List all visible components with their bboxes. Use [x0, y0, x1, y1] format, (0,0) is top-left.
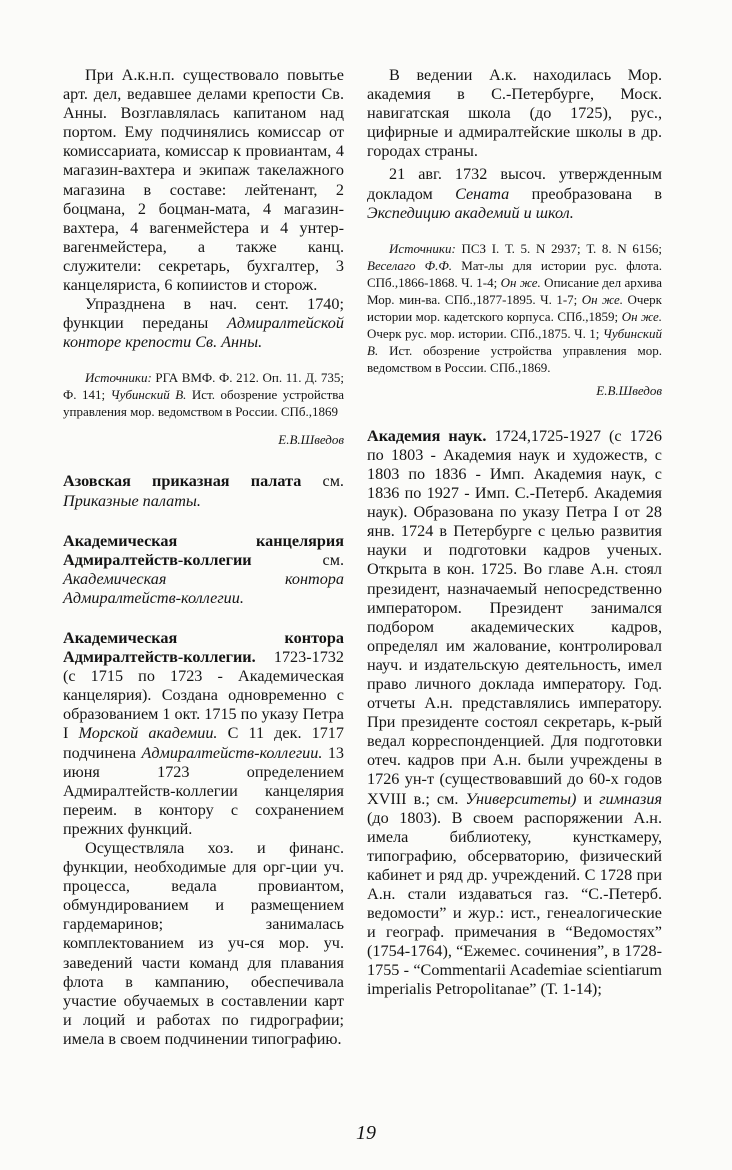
paragraph-abolished: Упразднена в нач. сент. 1740; функции переданы Адмиралтейской конторе крепости Св. Анны. [63, 295, 344, 352]
author-signature: Е.В.Шведов [596, 382, 662, 398]
sources-1: Источники: РГА ВМФ. Ф. 212. Оп. 11. Д. 735; Ф. 141; Чубинский В. Ист. обозрение устройства управления мор. ведомством в России. СПб.,1869 [63, 370, 344, 420]
entry-akademiya-nauk: Академия наук. 1724,1725-1927 (с 1726 по 1803 - Академия наук и художеств, с 1803 по 1836 - Имп. Академия наук, с 1836 по 1927 - Имп. С.-Петерб. Академия наук). Образована по указу Петра I от 28 янв. 1724 в Петербурге с целью развития науки и подготовки кадров ученых. Открыта в кон. 1725. Во главе А.н. стоял президент, назначаемый непосредственно императором. Президент занимался подбором академических кадров, определял им жалование, контролировал науч. и издательскую деятельность, имел право личного доклада императору. Год. отчеты А.н. представлялись императору. При президенте состоял секретарь, к-рый ведал корреспонденцией. Для подготовки отеч. кадров при А.н. были учреждены в 1726 ун-т (существовавший до 60-х годов XVIII в.; см. Университеты) и гимназия (до 1803). В своем распоряжении А.н. имела библиотеку, кунсткамеру, типографию, обсерваторию, физический кабинет и ряд др. учреждений. С 1728 при А.н. стали издаваться газ. “С.-Петерб. ведомости” и жур.: ист., генеалогические и географ. примечания в “Ведомостях” (1754-1764), “Ежемес. сочинения”, в 1728-1755 - “Commentarii Academiae scientiarum imperialis Petropolitanae” (Т. 1-14); [367, 426, 662, 999]
entry-akad-kancelyariya: Академическая канцелярия Адмиралтейств-коллегии см. Академическая контора Адмиралтейств-коллегии. [63, 531, 344, 607]
left-column [63, 66, 344, 1049]
entry-akad-kontora: Академическая контора Адмиралтейств-коллегии. 1723-1732 (с 1715 по 1723 - Академическая канцелярия). Создана одновременно с образованием 1 окт. 1715 по указу Петра I Морской академии. С 11 дек. 1717 подчинена Адмиралтейств-коллегии. 13 июня 1723 определением Адмиралтейств-коллегии канцелярия переим. в контору с сохранением прежних функций. [63, 628, 345, 838]
entry-azov: Азовская приказная палата см. Приказные палаты. [63, 472, 344, 510]
right-column [367, 66, 662, 1000]
sources-2: Источники: ПСЗ I. Т. 5. N 2937; Т. 8. N 6156; Веселаго Ф.Ф. Мат-лы для истории рус. флота. СПб.,1866-1868. Ч. 1-4; Он же. Описание дел архива Мор. мин-ва. СПб.,1877-1895. Ч. 1-7; Он же. Очерк истории мор. кадетского корпуса. СПб.,1859; Он же. Очерк рус. мор. истории. СПб.,1875. Ч. 1; Чубинский В. Ист. обозрение устройства управления мор. ведомством в России. СПб.,1869. [367, 240, 662, 375]
paragraph-vedenie: В ведении А.к. находилась Мор. академия в С.-Петербурге, Моск. навигатская школа (до 1725), рус., цифирные и адмиралтейские школы в др. городах страны. [367, 66, 662, 161]
paragraph-povytie: При А.к.н.п. существовало повытье арт. дел, ведавшее делами крепости Св. Анны. Возглавлялась капитаном над портом. Ему подчинялись комиссар от комиссариата, комиссар к провиантам, 4 магазин-вахтера и экипаж такелажного магазина в составе: лейтенант, 2 боцмана, 2 боцман-мата, 4 магазин-вахтера, 4 вагенмейстера и 4 унтер-вагенмейстера, а также канц. служители: секретарь, бухгалтер, 3 канцеляриста, 6 копиистов и сторож. [63, 66, 344, 295]
author-signature: Е.В.Шведов [278, 432, 344, 448]
paragraph-preobrazovana: 21 авг. 1732 высоч. утвержденным докладом Сената преобразована в Экспедицию академий и школ. [367, 165, 662, 222]
page-number: 19 [356, 1122, 376, 1144]
paragraph-functions: Осуществляла хоз. и финанс. функции, необходимые для орг-ции уч. процесса, ведала провиантом, обмундированием и размещением гардемаринов; занималась комплектованием из уч-ся мор. уч. заведений части команд для плавания флота в кампанию, обеспечивала участие обучаемых в составлении карт и лоций и работах по гидрографии; имела в своем подчинении типографию. [63, 839, 344, 1048]
